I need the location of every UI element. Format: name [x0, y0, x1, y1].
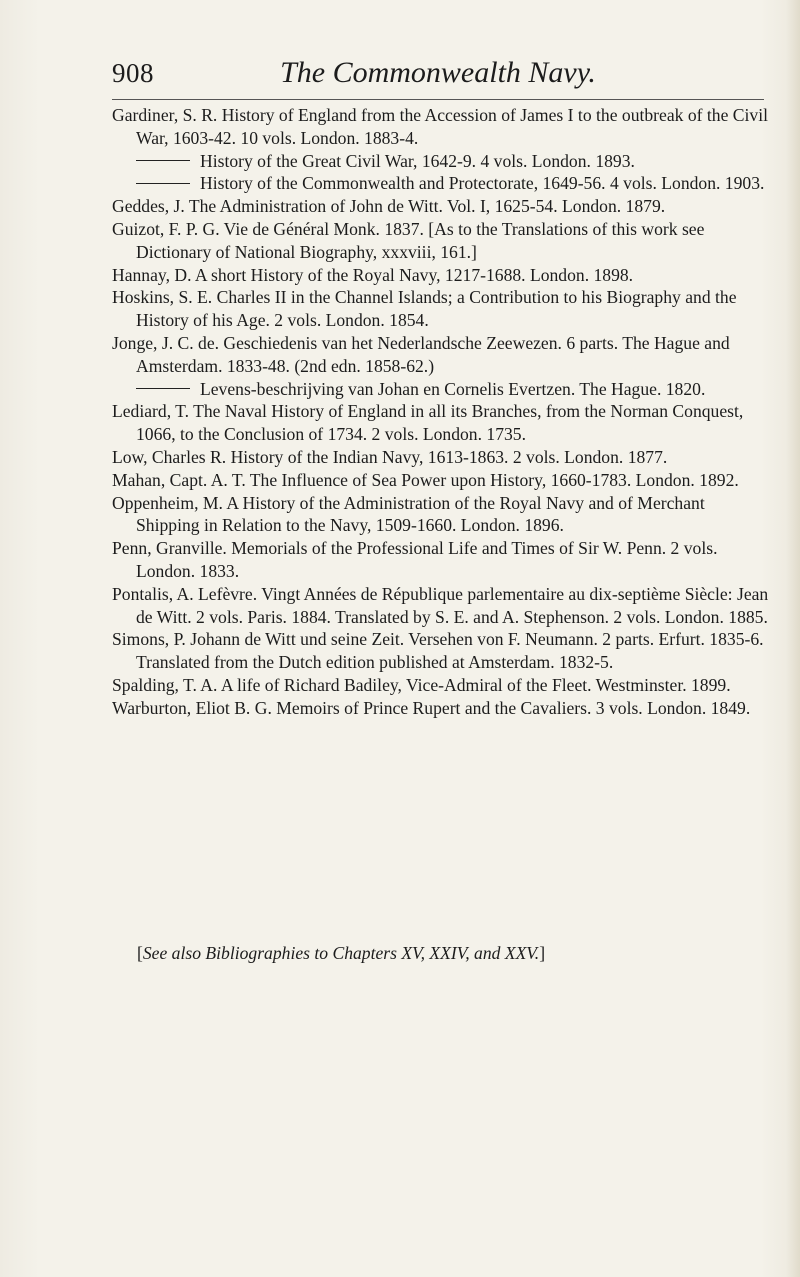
bibliography-entry: Hoskins, S. E. Charles II in the Channel Islands; a Contribution to his Biography and the History of his Age. 2 vols. London. 1854. [112, 287, 737, 331]
ditto-dash [136, 183, 190, 184]
open-bracket: [ [137, 943, 143, 963]
bibliography-entry: Jonge, J. C. de. Geschiedenis van het Nederlandsche Zeewezen. 6 parts. The Hague and Amsterdam. 1833-48. (2nd edn. 1858-62.) [112, 332, 730, 376]
bibliography-entry: Gardiner, S. R. History of England from the Accession of James I to the outbreak of the Civil War, 1603-42. 10 vols. London. 1883-4. [112, 105, 768, 148]
bibliography-entry: Guizot, F. P. G. Vie de Général Monk. 1837. [As to the Translations of this work see Dictionary of National Biography, xxxviii, 161.] [112, 218, 705, 262]
running-title: The Commonwealth Navy. [280, 56, 596, 89]
bibliography-entry-text: History of the Commonwealth and Protectorate, 1649-56. 4 vols. London. 1903. [200, 173, 765, 194]
see-also-note [137, 943, 545, 964]
ditto-dash [136, 388, 190, 389]
see-also-text: See also Bibliographies to Chapters XV, XXIV, and XXV. [142, 943, 540, 963]
bibliography-entry: Lediard, T. The Naval History of England in all its Branches, from the Norman Conquest, 1066, to the Conclusion of 1734. 2 vols. London. 1735. [112, 401, 744, 445]
bibliography-entry: Simons, P. Johann de Witt und seine Zeit. Versehen von F. Neumann. 2 parts. Erfurt. 1835-6. Translated from the Dutch edition published at Amsterdam. 1832-5. [112, 629, 764, 673]
bibliography-entry: Mahan, Capt. A. T. The Influence of Sea Power upon History, 1660-1783. London. 1892. [112, 469, 739, 490]
bibliography-entry-text: Levens-beschrijving van Johan en Cornelis Evertzen. The Hague. 1820. [200, 378, 706, 399]
page-number: 908 [112, 58, 154, 88]
bibliography-entry: Pontalis, A. Lefèvre. Vingt Années de République parlementaire au dix-septième Siècle: Jean de Witt. 2 vols. Paris. 1884. Translated by S. E. and A. Stephenson. 2 vols. London. 1885. [112, 583, 769, 627]
bibliography-entry: Spalding, T. A. A life of Richard Badiley, Vice-Admiral of the Fleet. Westminster. 1899. [112, 674, 731, 695]
bibliography-subentry [112, 150, 770, 173]
bibliography-entry-text: History of the Great Civil War, 1642-9. 4 vols. London. 1893. [200, 150, 635, 171]
close-bracket: ] [539, 943, 546, 963]
header-rule [112, 99, 764, 100]
ditto-dash [136, 160, 190, 161]
bibliography-subentry [112, 172, 770, 195]
running-head [112, 52, 764, 92]
bibliography-entry: Warburton, Eliot B. G. Memoirs of Prince Rupert and the Cavaliers. 3 vols. London. 1849. [112, 697, 751, 718]
bibliography-entry: Hannay, D. A short History of the Royal Navy, 1217-1688. London. 1898. [112, 264, 634, 285]
bibliography-entry: Low, Charles R. History of the Indian Navy, 1613-1863. 2 vols. London. 1877. [112, 446, 668, 467]
bibliography-entry: Oppenheim, M. A History of the Administration of the Royal Navy and of Merchant Shipping in Relation to the Navy, 1509-1660. London. 1896. [112, 492, 705, 536]
bibliography-entry: Penn, Granville. Memorials of the Professional Life and Times of Sir W. Penn. 2 vols. London. 1833. [112, 538, 718, 581]
bibliography-subentry [112, 378, 770, 401]
bibliography-entry: Geddes, J. The Administration of John de Witt. Vol. I, 1625-54. London. 1879. [112, 196, 666, 217]
page-edge-shadow [786, 0, 800, 1277]
bibliography-list [112, 104, 770, 720]
